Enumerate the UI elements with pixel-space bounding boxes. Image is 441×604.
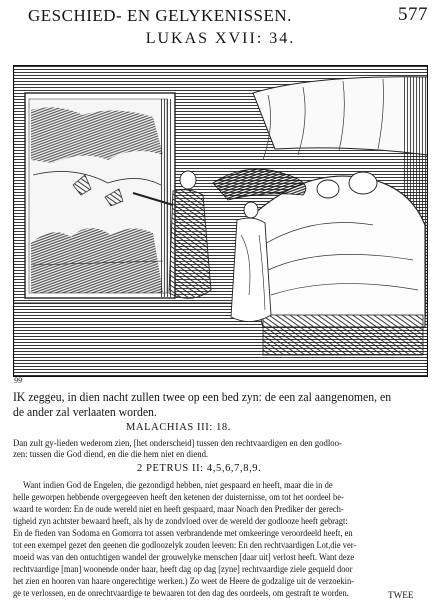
section-line: moeid was van den ontuchtigen wandel der grouwelyke menschen [daar uit] verlost heeft. Want deze	[13, 552, 355, 562]
book-title: GESCHIED- EN GELYKENISSEN.	[28, 6, 292, 25]
section-line: Want indien God de Engelen, die gezondigd hebben, niet gespaard en heeft, maar die in de	[23, 480, 333, 490]
plate-number: 99	[14, 376, 22, 385]
section-line: waard te worden: En de oude wereld niet en heeft gespaard, maar Noach den Prediker der gerech-	[13, 504, 344, 514]
section-line: En de fteden van Sodoma en Gomorra tot assen verbrandende met omkeeringe veroordeeld heeft, en	[13, 528, 353, 538]
page-number: 577	[398, 4, 428, 25]
section-heading: 2 PETRUS II: 4,5,6,7,8,9.	[137, 463, 262, 474]
running-head	[28, 4, 428, 26]
section-line: rechtvaardige [man] woonende onder haar, heeft dag op dag [zyne] rechtvaardige ziele gequeld door	[13, 564, 353, 574]
scripture-reference: LUKAS XVII: 34.	[145, 30, 296, 47]
verse-line: de ander zal verlaaten worden.	[13, 405, 157, 419]
section-line: tigheid zyn achtster bewaard heeft, als hy de zondvloed over de wereld der godlooze heeft gebragt:	[13, 516, 348, 526]
engraving-illustration	[13, 65, 428, 377]
section-line: helle geworpen hebbende overgegeeven heeft den ketenen der duisternisse, om tot het oordeel be-	[13, 492, 344, 502]
section-line: het zien en hooren van haare ongerechtige werken.) Zo weet de Heere de godzalige uit de verzoekin-	[13, 576, 354, 586]
section-heading: MALACHIAS III: 18.	[126, 422, 232, 433]
catchword: TWEE	[388, 590, 414, 600]
section-line: ge te verlossen, en de onrechtvaardige te bewaaren tot den dag des oordeels, om gestraft te worden.	[13, 588, 349, 598]
verse-line: IK zeggeu, in dien nacht zullen twee op een bed zyn: de een zal aangenomen, en	[13, 390, 392, 404]
section-line: tot een exempel gezet den geenen die godloozelyk zouden leeven: En den rechtvaardigen Lot,die ver-	[13, 540, 357, 550]
section-line: Dan zult gy-lieden wederom zien, [het onderscheid] tussen den rechtvaardigen en den godloo-	[13, 438, 342, 448]
section-line: zen: tussen die God diend, en die die hem niet en diend.	[13, 449, 209, 459]
